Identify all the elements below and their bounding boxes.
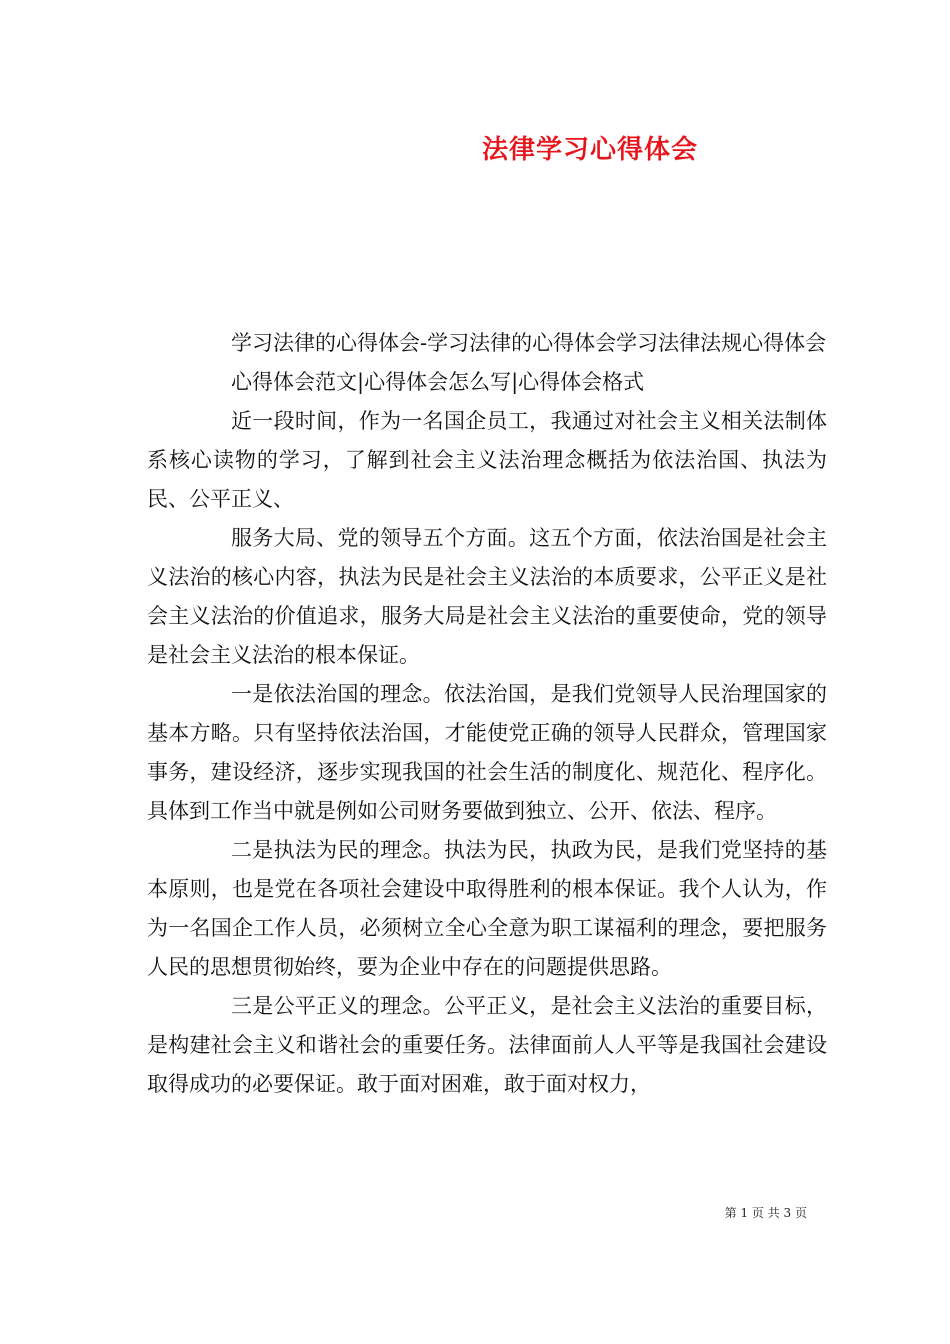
paragraph: 近一段时间，作为一名国企员工，我通过对社会主义相关法制体系核心读物的学习，了解到社会主义法治理念概括为依法治国、执法为民、公平正义、	[147, 409, 827, 511]
paragraph: 二是执法为民的理念。执法为民，执政为民，是我们党坚持的基本原则，也是党在各项社会建设中取得胜利的根本保证。我个人认为，作为一名国企工作人员，必须树立全心全意为职工谋福利的理念，要把服务人民的思想贯彻始终，要为企业中存在的问题提供思路。	[147, 838, 827, 979]
page-title: 法律学习心得体会	[481, 135, 698, 165]
paragraph: 三是公平正义的理念。公平正义，是社会主义法治的重要目标，是构建社会主义和谐社会的重要任务。法律面前人人平等是我国社会建设取得成功的必要保证。敢于面对困难，敢于面对权力，	[147, 994, 827, 1096]
paragraph-heading: 学习法律的心得体会-学习法律的心得体会学习法律法规心得体会	[231, 331, 827, 355]
paragraph: 服务大局、党的领导五个方面。这五个方面，依法治国是社会主义法治的核心内容，执法为民是社会主义法治的本质要求，公平正义是社会主义法治的价值追求，服务大局是社会主义法治的重要使命，党的领导是社会主义法治的根本保证。	[147, 526, 827, 667]
document-body	[147, 324, 827, 1104]
paragraph: 一是依法治国的理念。依法治国，是我们党领导人民治理国家的基本方略。只有坚持依法治国，才能使党正确的领导人民群众，管理国家事务，建设经济，逐步实现我国的社会生活的制度化、规范化、程序化。具体到工作当中就是例如公司财务要做到独立、公开、依法、程序。	[147, 682, 827, 823]
page-number-footer: 第 1 页 共 3 页	[724, 1206, 807, 1220]
paragraph-tags: 心得体会范文|心得体会怎么写|心得体会格式	[231, 370, 645, 394]
